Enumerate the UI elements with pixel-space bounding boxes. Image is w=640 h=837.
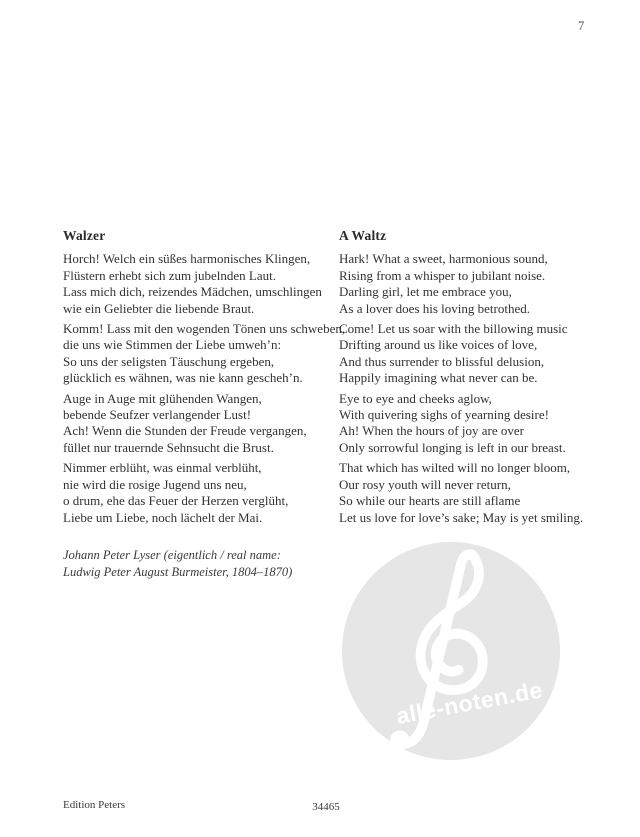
poem-line: Lass mich dich, reizendes Mädchen, umschlingen — [63, 284, 322, 300]
english-stanza-3 — [339, 391, 631, 457]
poem-line: With quivering sighs of yearning desire! — [339, 407, 549, 423]
poem-line: Ah! When the hours of joy are over — [339, 423, 524, 439]
english-stanza-4 — [339, 460, 631, 526]
english-stanza-1 — [339, 251, 631, 317]
german-stanza-2 — [63, 321, 346, 387]
poem-line: o drum, ehe das Feuer der Herzen verglüht, — [63, 493, 289, 509]
english-stanza-2 — [339, 321, 631, 387]
poem-line: Happily imagining what never can be. — [339, 370, 538, 386]
poem-line: So uns der seligsten Täuschung ergeben, — [63, 353, 275, 369]
poem-line: Komm! Lass mit den wogenden Tönen uns schweben, — [63, 321, 346, 337]
german-stanza-3 — [63, 391, 343, 457]
poem-line: Eye to eye and cheeks aglow, — [339, 390, 492, 406]
poem-line: Ach! Wenn die Stunden der Freude vergangen, — [63, 423, 307, 439]
poem-line: Only sorrowful longing is left in our breast. — [339, 439, 566, 455]
poem-line: Hark! What a sweet, harmonious sound, — [339, 251, 548, 267]
poem-line: Our rosy youth will never return, — [339, 476, 511, 492]
watermark-text: alle-noten.de — [394, 676, 545, 730]
poem-line: That which has wilted will no longer bloom, — [339, 460, 571, 476]
english-poem-column — [339, 228, 631, 530]
poem-title-german: Walzer — [63, 228, 106, 243]
poem-line: Liebe um Liebe, noch lächelt der Mai. — [63, 509, 263, 525]
poem-line: And thus surrender to blissful delusion, — [339, 353, 545, 369]
german-stanza-4 — [63, 460, 343, 526]
attribution-line: Ludwig Peter August Burmeister, 1804–1870) — [63, 564, 293, 579]
attribution-line: Johann Peter Lyser (eigentlich / real name: — [63, 547, 281, 562]
poem-line: bebende Seufzer verlangender Lust! — [63, 407, 252, 423]
publisher-name: Edition Peters — [63, 799, 126, 811]
poem-line: Auge in Auge mit glühenden Wangen, — [63, 390, 262, 406]
author-attribution — [63, 547, 343, 581]
poem-line: Rising from a whisper to jubilant noise. — [339, 267, 546, 283]
poem-line: nie wird die rosige Jugend uns neu, — [63, 476, 247, 492]
poem-line: glücklich es wähnen, was nie kann gescheh’n. — [63, 370, 303, 386]
poem-title-english: A Waltz — [339, 228, 387, 243]
poem-line: füllet nur trauernde Sehnsucht die Brust. — [63, 439, 274, 455]
poem-line: As a lover does his loving betrothed. — [339, 300, 530, 316]
poem-line: Nimmer erblüht, was einmal verblüht, — [63, 460, 262, 476]
poem-line: wie ein Geliebter die liebende Braut. — [63, 300, 255, 316]
plate-number: 34465 — [312, 801, 340, 813]
poem-line: Let us love for love’s sake; May is yet smiling. — [339, 509, 584, 525]
poem-line: Darling girl, let me embrace you, — [339, 284, 512, 300]
page-number: 7 — [578, 19, 585, 33]
poem-line: die uns wie Stimmen der Liebe umweh’n: — [63, 337, 282, 353]
poem-line: Come! Let us soar with the billowing music — [339, 321, 568, 337]
poem-line: So while our hearts are still aflame — [339, 493, 521, 509]
poem-line: Horch! Welch ein süßes harmonisches Klingen, — [63, 251, 311, 267]
poem-line: Drifting around us like voices of love, — [339, 337, 538, 353]
poem-line: Flüstern erhebt sich zum jubelnden Laut. — [63, 267, 277, 283]
german-stanza-1 — [63, 251, 343, 317]
german-poem-column — [63, 228, 346, 581]
